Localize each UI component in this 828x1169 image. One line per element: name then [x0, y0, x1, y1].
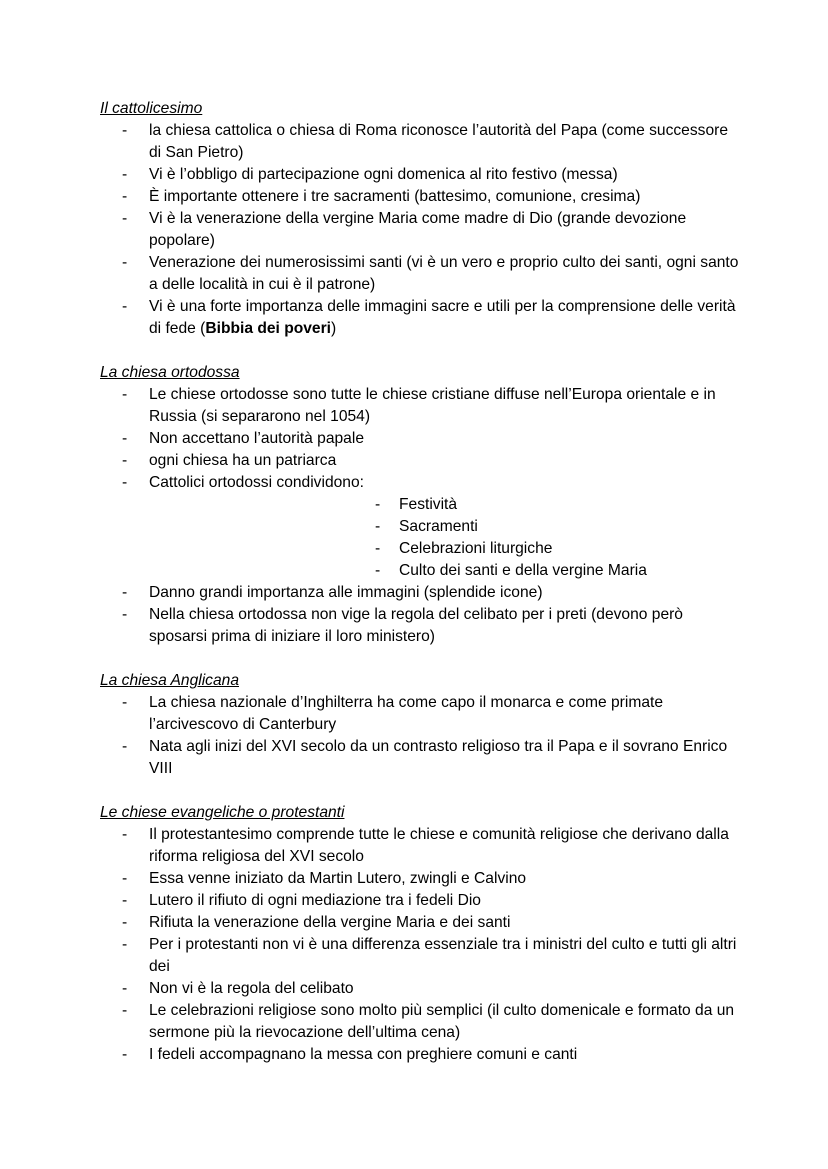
sub-list-item: - Celebrazioni liturgiche: [100, 538, 740, 560]
list-item: [100, 296, 740, 340]
list-item: - Vi è la venerazione della vergine Maria come madre di Dio (grande devozione popolare): [100, 208, 740, 252]
list-item: - Non accettano l’autorità papale: [100, 428, 740, 450]
list-item: - Per i protestanti non vi è una differenza essenziale tra i ministri del culto e tutti gli altri dei: [100, 934, 740, 978]
list-item: - Non vi è la regola del celibato: [100, 978, 740, 1000]
section-heading: La chiesa Anglicana: [100, 672, 239, 689]
bullet-list: [100, 120, 740, 340]
list-item: - I fedeli accompagnano la messa con preghiere comuni e canti: [100, 1044, 740, 1066]
list-item: - Le celebrazioni religiose sono molto più semplici (il culto domenicale e formato da un sermone più la rievocazione dell’ultima cena): [100, 1000, 740, 1044]
section-chiese-evangeliche: [100, 802, 740, 1066]
list-item: - Cattolici ortodossi condividono:: [100, 472, 740, 494]
bullet-list: [100, 582, 740, 648]
sub-list-item: - Culto dei santi e della vergine Maria: [100, 560, 740, 582]
section-heading: La chiesa ortodossa: [100, 364, 240, 381]
list-item: - La chiesa nazionale d’Inghilterra ha come capo il monarca e come primate l’arcivescovo di Canterbury: [100, 692, 740, 736]
list-item: - È importante ottenere i tre sacramenti (battesimo, comunione, cresima): [100, 186, 740, 208]
bullet-list: [100, 824, 740, 1066]
list-item: - la chiesa cattolica o chiesa di Roma riconosce l’autorità del Papa (come successore di San Pietro): [100, 120, 740, 164]
sub-bullet-list: [100, 494, 740, 582]
list-item: - Essa venne iniziato da Martin Lutero, zwingli e Calvino: [100, 868, 740, 890]
list-item: - ogni chiesa ha un patriarca: [100, 450, 740, 472]
list-item: - Nata agli inizi del XVI secolo da un contrasto religioso tra il Papa e il sovrano Enrico VIII: [100, 736, 740, 780]
list-item: - Danno grandi importanza alle immagini (splendide icone): [100, 582, 740, 604]
section-chiesa-ortodossa: [100, 362, 740, 648]
sub-list-item: - Festività: [100, 494, 740, 516]
list-item: - Lutero il rifiuto di ogni mediazione tra i fedeli Dio: [100, 890, 740, 912]
sub-list-item: - Sacramenti: [100, 516, 740, 538]
section-heading: Il cattolicesimo: [100, 100, 203, 117]
section-chiesa-anglicana: [100, 670, 740, 780]
list-item-text: ): [331, 320, 337, 337]
list-item: - Vi è l’obbligo di partecipazione ogni domenica al rito festivo (messa): [100, 164, 740, 186]
list-item: - Il protestantesimo comprende tutte le chiese e comunità religiose che derivano dalla riforma religiosa del XVI secolo: [100, 824, 740, 868]
bullet-list: [100, 692, 740, 780]
section-heading: Le chiese evangeliche o protestanti: [100, 804, 345, 821]
list-item: - Nella chiesa ortodossa non vige la regola del celibato per i preti (devono però sposarsi prima di iniziare il loro ministero): [100, 604, 740, 648]
section-cattolicesimo: [100, 98, 740, 340]
bullet-list: [100, 384, 740, 494]
bold-term: Bibbia dei poveri: [205, 320, 332, 337]
list-item: - Rifiuta la venerazione della vergine Maria e dei santi: [100, 912, 740, 934]
list-item: - Le chiese ortodosse sono tutte le chiese cristiane diffuse nell’Europa orientale e in Russia (si separarono nel 1054): [100, 384, 740, 428]
list-item: - Venerazione dei numerosissimi santi (vi è un vero e proprio culto dei santi, ogni santo a delle località in cui è il patrone): [100, 252, 740, 296]
document-page: [100, 98, 740, 1088]
list-item-text: Vi è una forte importanza delle immagini sacre e utili per la comprensione delle verità di fede (: [149, 298, 736, 337]
